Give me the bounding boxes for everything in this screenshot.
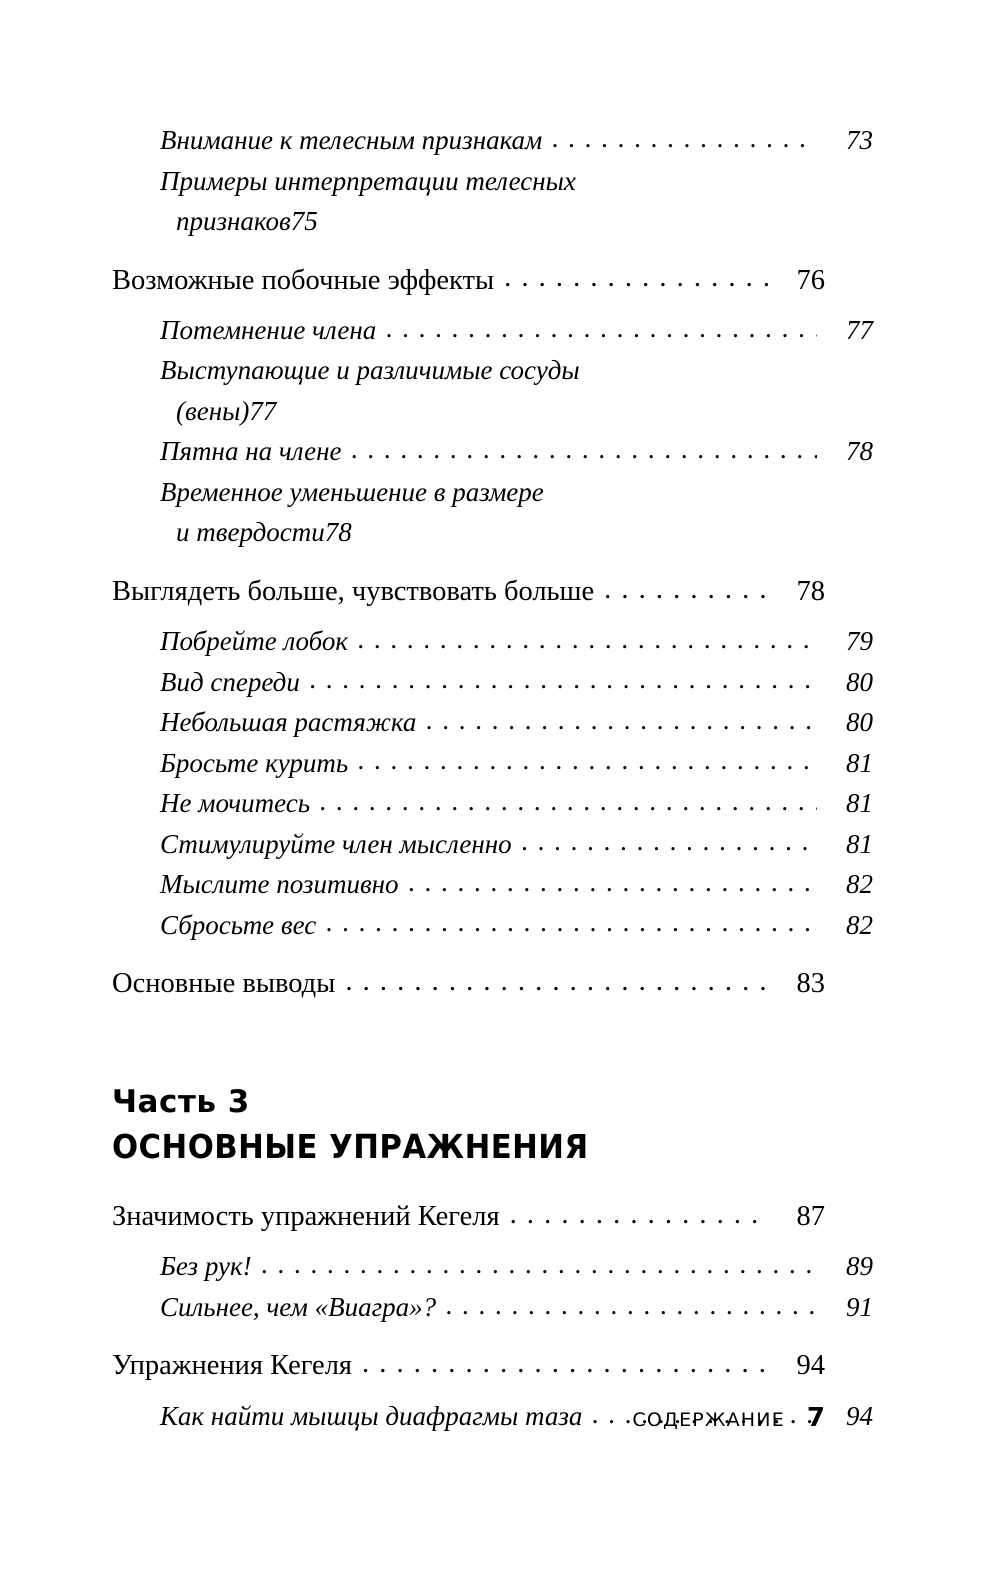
toc-entry[interactable] bbox=[112, 259, 825, 302]
toc-entry-label: Вид спереди bbox=[160, 666, 300, 697]
toc-entry[interactable] bbox=[112, 783, 873, 824]
toc-entry-page: 94 bbox=[846, 1400, 873, 1431]
toc-entry-label: Без рук! bbox=[160, 1251, 252, 1282]
part-heading bbox=[112, 1083, 825, 1169]
toc-entry-label-line1: Выступающие и различимые сосуды bbox=[160, 355, 580, 386]
toc-entry-label-line1: Примеры интерпретации телесных bbox=[160, 165, 576, 196]
toc-entry-label: Сбросьте вес bbox=[160, 909, 317, 940]
toc-entry[interactable] bbox=[112, 743, 873, 784]
dot-leader bbox=[426, 716, 817, 743]
toc-entry-page: 80 bbox=[846, 666, 873, 697]
toc-entry-page: 87 bbox=[796, 1201, 825, 1233]
dot-leader bbox=[352, 445, 817, 472]
dot-leader bbox=[310, 675, 817, 702]
toc-entry[interactable] bbox=[112, 1246, 873, 1287]
toc-entry-page: 82 bbox=[846, 869, 873, 900]
toc-entry[interactable] bbox=[112, 864, 873, 905]
toc-entry[interactable] bbox=[112, 310, 873, 351]
dot-leader bbox=[552, 134, 817, 161]
dot-leader bbox=[409, 878, 817, 905]
toc-entry-label: Возможные побочные эффекты bbox=[112, 264, 495, 296]
toc-entry-label: Не мочитесь bbox=[160, 788, 311, 819]
toc-entry-page: 89 bbox=[846, 1251, 873, 1282]
dot-leader bbox=[358, 635, 817, 662]
toc-entry-page: 82 bbox=[846, 909, 873, 940]
part-number: Часть 3 bbox=[112, 1084, 250, 1121]
page-footer bbox=[632, 1403, 825, 1433]
toc-entry-label: Небольшая растяжка bbox=[160, 707, 417, 738]
toc-entry-page: 75 bbox=[290, 206, 318, 236]
footer-page-number: 7 bbox=[806, 1403, 825, 1433]
toc-entry-page: 78 bbox=[796, 575, 825, 607]
toc-entry-label-line2: (вены) bbox=[176, 395, 250, 426]
dot-leader bbox=[320, 797, 817, 824]
toc-entry-label: Упражнения Кегеля bbox=[112, 1350, 353, 1382]
toc-entry-page: 94 bbox=[796, 1350, 825, 1382]
toc-entry[interactable] bbox=[112, 350, 825, 431]
toc-entry-label: Сильнее, чем «Виагра»? bbox=[160, 1291, 437, 1322]
toc-entry-label-line2: признаков bbox=[176, 206, 291, 236]
toc-entry-label: Мыслите позитивно bbox=[160, 869, 399, 900]
toc-entry[interactable] bbox=[112, 120, 873, 161]
toc-entry-page: 78 bbox=[324, 517, 352, 548]
toc-entry-page: 76 bbox=[796, 264, 825, 296]
toc-entry-label: Стимулируйте член мысленно bbox=[160, 828, 512, 859]
toc-entry[interactable] bbox=[112, 1195, 825, 1238]
toc-entry[interactable] bbox=[112, 905, 873, 946]
toc-entry-label: Как найти мышцы диафрагмы таза bbox=[160, 1400, 583, 1431]
dot-leader bbox=[326, 918, 817, 945]
footer-section-label: СОДЕРЖАНИЕ bbox=[632, 1409, 785, 1431]
toc-entry-page: 81 bbox=[846, 788, 873, 819]
dot-leader bbox=[522, 837, 817, 864]
toc-entry-page: 81 bbox=[846, 828, 873, 859]
toc-entry-label: Бросьте курить bbox=[160, 747, 349, 778]
dot-leader bbox=[510, 1210, 769, 1239]
toc-entry-page: 78 bbox=[846, 436, 873, 467]
toc-entry[interactable] bbox=[112, 702, 873, 743]
dot-leader bbox=[604, 585, 769, 614]
toc-entry-page: 79 bbox=[846, 626, 873, 657]
toc-entry-label: Пятна на члене bbox=[160, 436, 342, 467]
part-title: ОСНОВНЫЕ УПРАЖНЕНИЯ bbox=[112, 1127, 589, 1167]
toc-entry[interactable] bbox=[112, 621, 873, 662]
toc-entry-label: Основные выводы bbox=[112, 968, 336, 1000]
dot-leader bbox=[386, 323, 817, 350]
toc-entry-page: 80 bbox=[846, 707, 873, 738]
toc-entry[interactable] bbox=[112, 824, 873, 865]
toc-entry-page: 77 bbox=[249, 395, 277, 426]
toc-entry-page: 83 bbox=[796, 968, 825, 1000]
toc-entry[interactable] bbox=[112, 962, 825, 1005]
toc-entry[interactable] bbox=[112, 662, 873, 703]
toc-entry-page: 91 bbox=[846, 1291, 873, 1322]
toc-entry-label: Побрейте лобок bbox=[160, 626, 349, 657]
dot-leader bbox=[446, 1300, 817, 1327]
toc-entry-label: Выглядеть больше, чувствовать больше bbox=[112, 575, 595, 607]
toc-list bbox=[112, 120, 873, 1436]
dot-leader bbox=[262, 1260, 817, 1287]
toc-entry-label-line1: Временное уменьшение в размере bbox=[160, 476, 544, 507]
dot-leader bbox=[504, 273, 769, 302]
toc-entry[interactable] bbox=[112, 570, 825, 613]
dot-leader bbox=[345, 977, 769, 1006]
dot-leader bbox=[358, 756, 817, 783]
toc-entry-label-line2: и твердости bbox=[176, 517, 325, 548]
toc-entry[interactable] bbox=[112, 161, 825, 242]
toc-entry-label: Значимость упражнений Кегеля bbox=[112, 1201, 500, 1233]
dot-leader bbox=[362, 1359, 769, 1388]
toc-entry-page: 77 bbox=[846, 314, 873, 345]
toc-entry[interactable] bbox=[112, 431, 873, 472]
toc-entry-page: 81 bbox=[846, 747, 873, 778]
toc-entry[interactable] bbox=[112, 472, 825, 553]
toc-entry-label: Потемнение члена bbox=[160, 314, 377, 345]
toc-entry[interactable] bbox=[112, 1287, 873, 1328]
toc-entry-label: Внимание к телесным признакам bbox=[160, 125, 543, 155]
toc-entry-page: 73 bbox=[846, 125, 873, 155]
toc-entry[interactable] bbox=[112, 1344, 825, 1387]
